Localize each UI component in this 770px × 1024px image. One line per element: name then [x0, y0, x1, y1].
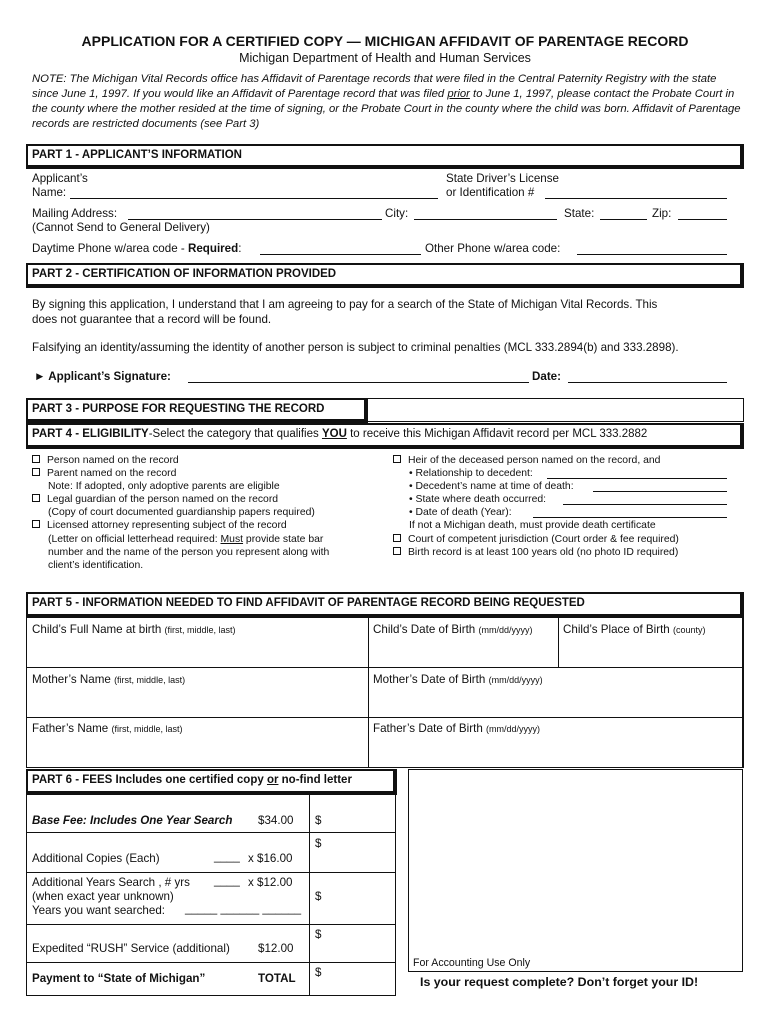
part5-divider — [368, 617, 369, 768]
rush-dollar[interactable]: $ — [315, 928, 322, 941]
fees-divider — [309, 794, 310, 996]
parent-note: Note: If adopted, only adoptive parents are eligible — [48, 481, 280, 493]
reminder-text: Is your request complete? Don’t forget your ID! — [420, 975, 699, 989]
checkbox[interactable] — [32, 520, 40, 528]
child-dob-label[interactable]: Child’s Date of Birth (mm/dd/yyyy) — [373, 623, 533, 636]
attorney-note-1: (Letter on official letterhead required: Must provide state bar — [48, 533, 324, 545]
intro-note: NOTE: The Michigan Vital Records office has Affidavit of Parentage records that were filed in the Central Paternity Registry with the state since June 1, 1997. If you would like an Affidavit of Parentage record that was filed prior to June 1, 1997, please contact the Probate Court in the county where the mother resided at the time of signing, or the Probate Court in the county where the child was born. Affidavit of Parentage records are restricted documents (see Part 3) — [32, 73, 741, 130]
fees-divider — [26, 872, 396, 873]
zip-field[interactable] — [678, 219, 727, 220]
eligibility-option-attorney[interactable]: Licensed attorney representing subject of the record — [32, 519, 392, 532]
mother-dob-label[interactable]: Mother’s Date of Birth (mm/dd/yyyy) — [373, 673, 543, 686]
mailing-address-field[interactable] — [128, 219, 382, 220]
copies-blank[interactable]: ____ — [214, 850, 240, 863]
date-field[interactable] — [568, 382, 727, 383]
years-note: (when exact year unknown) — [32, 890, 174, 903]
license-label-2: or Identification # — [446, 186, 535, 199]
mother-name-label[interactable]: Mother’s Name (first, middle, last) — [32, 673, 186, 686]
accounting-label: For Accounting Use Only — [413, 957, 531, 969]
rush-label: Expedited “RUSH” Service (additional) — [32, 942, 230, 955]
fees-divider — [26, 832, 396, 833]
father-dob-label[interactable]: Father’s Date of Birth (mm/dd/yyyy) — [373, 722, 540, 735]
fees-divider — [26, 962, 396, 963]
applicant-name-field[interactable] — [70, 198, 438, 199]
copies-label: Additional Copies (Each) — [32, 852, 160, 865]
daytime-phone-field[interactable] — [260, 254, 421, 255]
eligibility-option-parent[interactable]: Parent named on the record — [32, 467, 392, 480]
fees-divider — [26, 924, 396, 925]
part2-heading: PART 2 - CERTIFICATION OF INFORMATION PROVIDED — [26, 263, 744, 288]
mailing-address-label: Mailing Address: — [32, 207, 118, 220]
attorney-note-2: number and the name of the person you represent along with — [48, 546, 330, 558]
base-fee-dollar[interactable]: $ — [315, 814, 322, 827]
checkbox[interactable] — [393, 534, 401, 542]
license-label-1: State Driver’s License — [446, 172, 559, 185]
signature-label: ► Applicant’s Signature: — [34, 370, 171, 383]
death-state-row: • State where death occurred: — [393, 493, 743, 506]
daytime-phone-label: Daytime Phone w/area code - Required: — [32, 242, 242, 255]
applicant-name-label-2: Name: — [32, 186, 67, 199]
part5-divider — [558, 617, 559, 667]
death-date-row: • Date of death (Year): — [393, 506, 743, 519]
other-phone-label: Other Phone w/area code: — [425, 242, 561, 255]
years-blank[interactable]: ____ — [214, 874, 240, 887]
years-label: Additional Years Search , # yrs — [32, 876, 190, 889]
years-searched-blanks[interactable]: _____ ______ ______ — [185, 902, 302, 915]
years-searched-label: Years you want searched: — [32, 904, 165, 917]
death-state-field[interactable] — [563, 504, 727, 505]
certification-text-1: By signing this application, I understand that I am agreeing to pay for a search of the State of Michigan Vital Records. This — [32, 298, 658, 311]
eligibility-right-column — [393, 454, 743, 559]
eligibility-option-person[interactable]: Person named on the record — [32, 454, 392, 467]
state-field[interactable] — [600, 219, 647, 220]
base-fee-label: Base Fee: Includes One Year Search — [32, 814, 233, 827]
total-dollar[interactable]: $ — [315, 966, 322, 979]
city-field[interactable] — [414, 219, 557, 220]
death-certificate-note: If not a Michigan death, must provide death certificate — [409, 520, 656, 532]
city-label: City: — [385, 207, 409, 220]
part5-divider — [26, 717, 744, 718]
checkbox[interactable] — [393, 455, 401, 463]
checkbox[interactable] — [393, 547, 401, 555]
total-label: TOTAL — [258, 972, 296, 985]
part4-heading: PART 4 - ELIGIBILITY-Select the category that qualifies YOU to receive this Michigan Affidavit record per MCL 333.2882 — [26, 423, 744, 449]
eligibility-option-guardian[interactable]: Legal guardian of the person named on the record — [32, 493, 392, 506]
signature-field[interactable] — [188, 382, 529, 383]
department-name: Michigan Department of Health and Human Services — [239, 51, 531, 65]
certification-text-2: does not guarantee that a record will be found. — [32, 313, 272, 326]
copies-amount: x $16.00 — [248, 852, 293, 865]
accounting-box — [408, 769, 743, 972]
date-label: Date: — [532, 370, 561, 383]
part5-heading: PART 5 - INFORMATION NEEDED TO FIND AFFIDAVIT OF PARENTAGE RECORD BEING REQUESTED — [26, 592, 744, 618]
form-title: APPLICATION FOR A CERTIFIED COPY — MICHIGAN AFFIDAVIT OF PARENTAGE RECORD — [81, 33, 689, 49]
copies-dollar[interactable]: $ — [315, 837, 322, 850]
checkbox[interactable] — [32, 494, 40, 502]
other-phone-field[interactable] — [577, 254, 727, 255]
purpose-field[interactable] — [372, 420, 742, 421]
death-date-field[interactable] — [533, 517, 727, 518]
years-amount: x $12.00 — [248, 876, 293, 889]
attorney-note-3: client’s identification. — [48, 559, 144, 571]
checkbox[interactable] — [32, 455, 40, 463]
decedent-name-field[interactable] — [593, 491, 727, 492]
no-general-delivery-note: (Cannot Send to General Delivery) — [32, 221, 210, 234]
applicant-name-label-1: Applicant’s — [32, 172, 88, 185]
eligibility-option-heir[interactable]: Heir of the deceased person named on the record, and — [393, 454, 743, 467]
base-fee-amount: $34.00 — [258, 814, 294, 827]
child-name-label[interactable]: Child’s Full Name at birth (first, middle, last) — [32, 623, 236, 636]
eligibility-left-column — [32, 454, 392, 572]
checkbox[interactable] — [32, 468, 40, 476]
part1-heading: PART 1 - APPLICANT’S INFORMATION — [26, 144, 744, 169]
state-label: State: — [564, 207, 595, 220]
part5-table — [26, 617, 744, 768]
zip-label: Zip: — [652, 207, 672, 220]
decedent-name-row: • Decedent’s name at time of death: — [393, 480, 743, 493]
penalty-text: Falsifying an identity/assuming the identity of another person is subject to criminal penalties (MCL 333.2894(b) and 333.2898). — [32, 341, 679, 354]
child-pob-label[interactable]: Child’s Place of Birth (county) — [563, 623, 706, 636]
rush-amount: $12.00 — [258, 942, 294, 955]
part3-heading: PART 3 - PURPOSE FOR REQUESTING THE RECORD — [26, 398, 368, 423]
eligibility-option-100-years[interactable]: Birth record is at least 100 years old (no photo ID required) — [393, 546, 743, 559]
part6-heading: PART 6 - FEES Includes one certified copy or no-find letter — [26, 769, 397, 795]
years-dollar[interactable]: $ — [315, 890, 322, 903]
guardian-note: (Copy of court documented guardianship papers required) — [48, 507, 315, 519]
father-name-label[interactable]: Father’s Name (first, middle, last) — [32, 722, 183, 735]
payment-label: Payment to “State of Michigan” — [32, 972, 206, 985]
part5-divider — [26, 667, 744, 668]
relationship-row: • Relationship to decedent: — [393, 467, 743, 480]
relationship-field[interactable] — [547, 478, 727, 479]
eligibility-option-court[interactable]: Court of competent jurisdiction (Court order & fee required) — [393, 533, 743, 546]
license-number-field[interactable] — [545, 198, 727, 199]
